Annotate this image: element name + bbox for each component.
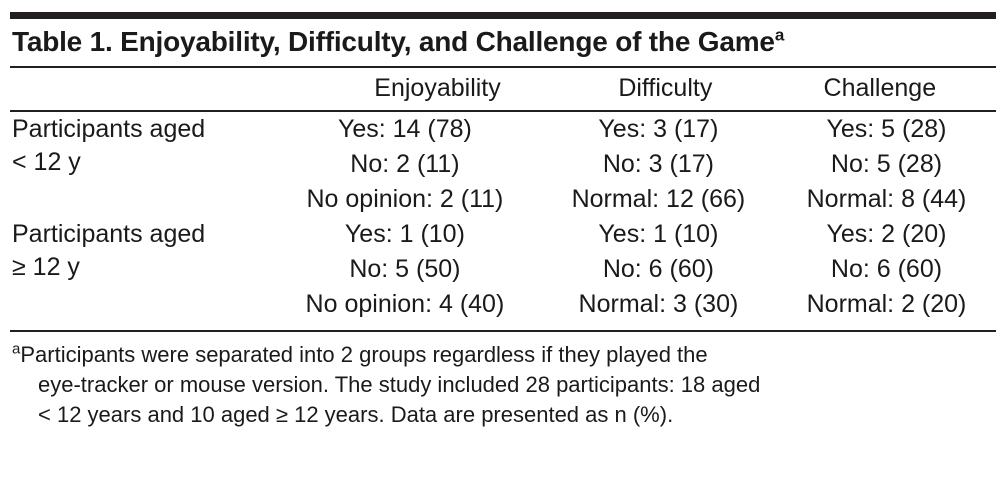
- data-table-body: [10, 112, 996, 322]
- cell-enjoyability-yes: Yes: 14 (78): [337, 115, 472, 144]
- column-header-challenge: Challenge: [823, 74, 937, 103]
- footnote-line1: Participants were separated into 2 groups regardless if they played the: [20, 342, 708, 368]
- table-row: [10, 217, 996, 252]
- row-label-group-2: [10, 217, 270, 322]
- cell-challenge-normal: Normal: 2 (20): [806, 290, 967, 319]
- cell-difficulty-yes: Yes: 1 (10): [598, 220, 719, 249]
- table-caption: [10, 19, 996, 66]
- cell-enjoyability-no: No: 2 (11): [350, 150, 460, 179]
- table-caption-text: Table 1. Enjoyability, Difficulty, and Challenge of the Game: [12, 26, 775, 57]
- table-header-row: [10, 68, 996, 110]
- cell-challenge-no: No: 6 (60): [830, 255, 943, 284]
- data-table: [10, 68, 996, 110]
- table-footnote: [10, 332, 996, 433]
- table-container: [0, 12, 1006, 433]
- cell-difficulty-normal: Normal: 3 (30): [578, 290, 739, 319]
- cell-challenge-normal: Normal: 8 (44): [806, 185, 967, 214]
- row-label-line2: < 12 y: [12, 148, 81, 177]
- cell-enjoyability-noopinion: No opinion: 4 (40): [305, 290, 505, 319]
- row-label-line1: Participants aged: [12, 115, 206, 144]
- table-caption-footnote-marker: a: [774, 25, 785, 45]
- cell-difficulty-normal: Normal: 12 (66): [571, 185, 746, 214]
- cell-challenge-no: No: 5 (28): [830, 150, 943, 179]
- column-header-enjoyability: Enjoyability: [374, 74, 501, 103]
- cell-challenge-yes: Yes: 5 (28): [826, 115, 947, 144]
- column-header-difficulty: Difficulty: [618, 74, 713, 103]
- table-body: [10, 112, 996, 322]
- footnote-marker-text: a: [12, 340, 21, 358]
- cell-difficulty-no: No: 6 (60): [602, 255, 714, 284]
- footnote-line2: eye-tracker or mouse version. The study included 28 participants: 18 aged: [38, 371, 761, 397]
- table-top-rule: [10, 12, 996, 19]
- cell-enjoyability-yes: Yes: 1 (10): [344, 220, 465, 249]
- footnote-line3: < 12 years and 10 aged ≥ 12 years. Data are presented as n (%).: [38, 401, 674, 427]
- cell-enjoyability-no: No: 5 (50): [349, 255, 461, 284]
- row-label-group-1: [10, 112, 270, 217]
- column-header-rowlabel: [10, 68, 308, 110]
- table-head: [10, 68, 996, 110]
- row-label-line1: Participants aged: [12, 220, 206, 249]
- cell-difficulty-yes: Yes: 3 (17): [598, 115, 719, 144]
- table-row: [10, 112, 996, 147]
- cell-enjoyability-noopinion: No opinion: 2 (11): [306, 185, 504, 214]
- row-label-line2: ≥ 12 y: [12, 253, 80, 282]
- cell-difficulty-no: No: 3 (17): [602, 150, 714, 179]
- cell-challenge-yes: Yes: 2 (20): [826, 220, 947, 249]
